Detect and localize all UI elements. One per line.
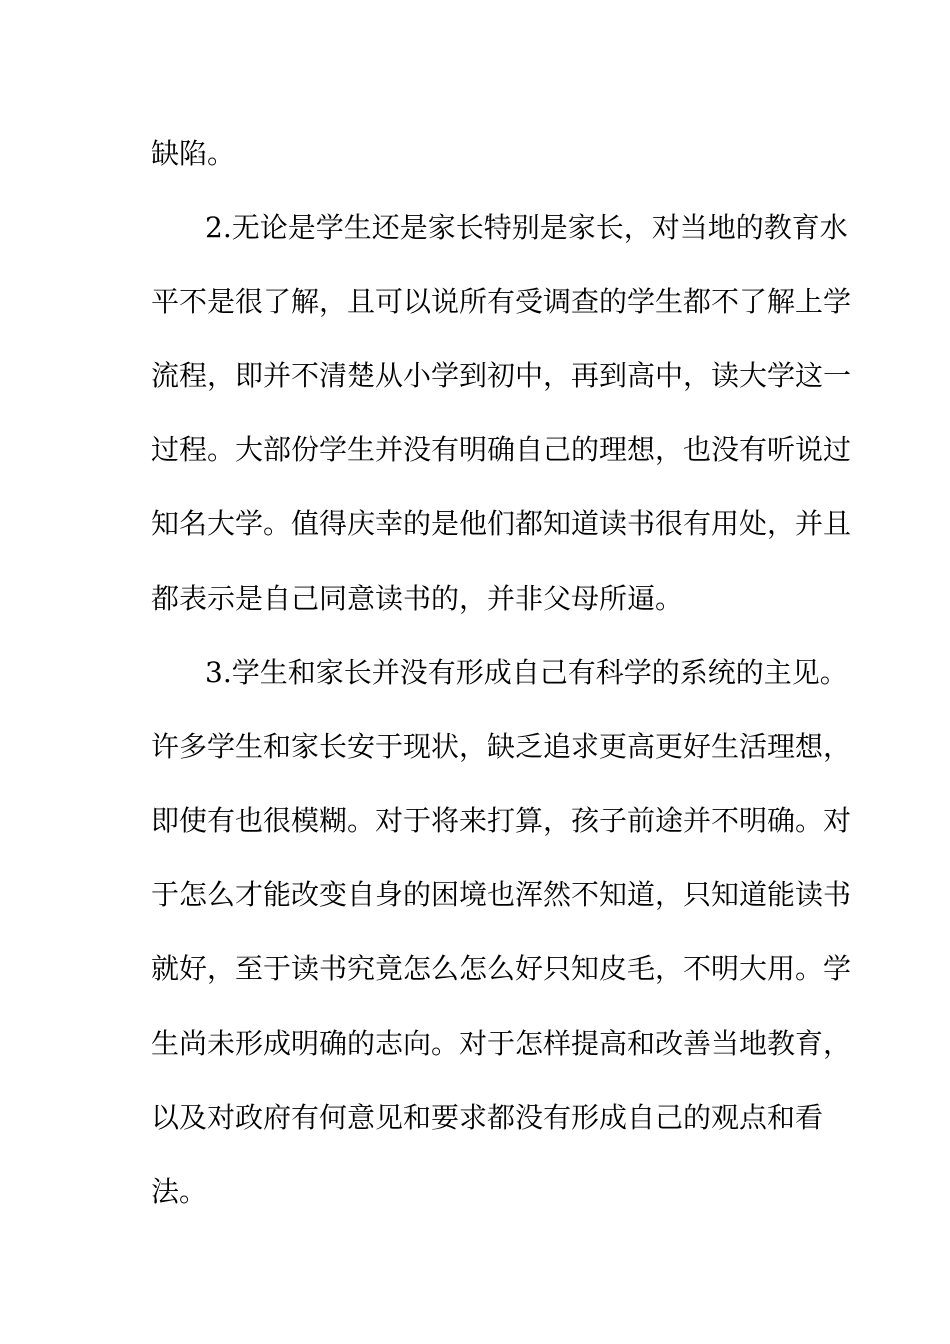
text-line: 平不是很了解，且可以说所有受调查的学生都不了解上学 — [151, 285, 852, 318]
paragraph-3-start: 3.学生和家长并没有形成自己有科学的系统的主见。 — [205, 656, 848, 689]
text-line: 于怎么才能改变自身的困境也浑然不知道，只知道能读书 — [151, 878, 852, 911]
text-line: 都表示是自己同意读书的，并非父母所逼。 — [151, 582, 684, 615]
text-line: 就好，至于读书究竟怎么怎么好只知皮毛，不明大用。学 — [151, 952, 852, 985]
text-line: 过程。大部份学生并没有明确自己的理想，也没有听说过 — [151, 433, 852, 466]
text-line: 流程，即并不清楚从小学到初中，再到高中，读大学这一 — [151, 359, 852, 392]
text-line: 以及对政府有何意见和要求都没有形成自己的观点和看 — [151, 1101, 824, 1134]
text-line: 知名大学。值得庆幸的是他们都知道读书很有用处，并且 — [151, 507, 852, 540]
paragraph-2-start: 2.无论是学生还是家长特别是家长，对当地的教育水 — [205, 211, 848, 244]
text-line: 生尚未形成明确的志向。对于怎样提高和改善当地教育， — [151, 1027, 852, 1060]
text-line: 即使有也很模糊。对于将来打算，孩子前途并不明确。对 — [151, 804, 852, 837]
text-line: 缺陷。 — [151, 137, 236, 170]
text-line: 法。 — [151, 1175, 208, 1208]
text-line: 许多学生和家长安于现状，缺乏追求更高更好生活理想， — [151, 730, 852, 763]
